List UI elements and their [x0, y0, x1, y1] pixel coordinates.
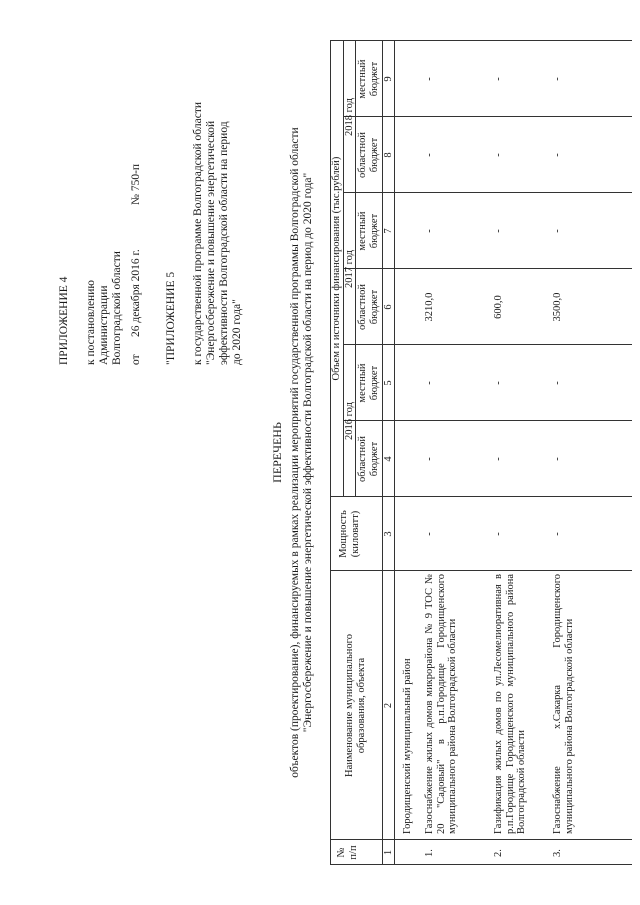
- row-2-2018-local: -: [493, 77, 504, 81]
- row-3-2017-regional: 3500,0: [552, 292, 563, 322]
- row-1-name: Газоснабжение жилых домов микрорайона № 9 ТОС № 20 "Садовый" в р.п.Городище Городищенского муниципального района Волгоградской области: [424, 574, 458, 834]
- row-1-2018-regional: -: [424, 153, 435, 157]
- row-2-power: -: [493, 532, 504, 536]
- row-1-2016-regional: -: [424, 457, 435, 461]
- program-line-1: к государственной программе Волгоградской области: [192, 102, 204, 365]
- row-3-name: Газоснабжение х.Сакарка Городищенского муниципального района Волгоградской области: [552, 574, 575, 834]
- budget-local-2016: местный бюджет: [357, 363, 380, 403]
- year-2016: 2016 год: [344, 402, 355, 440]
- row-1-2017-local: -: [424, 229, 435, 233]
- section-label: Городищенский муниципальный район: [402, 658, 413, 834]
- row-3-2016-local: -: [552, 381, 563, 385]
- row-2-name: Газификация жилых домов по ул.Лесомелиоративная в р.п.Городище Городищенского муниципального района Волгоградской области: [493, 574, 527, 834]
- year-2018: 2018 год: [344, 98, 355, 136]
- col-number-9: 9: [383, 76, 394, 82]
- col-number-3: 3: [383, 531, 394, 537]
- budget-local-2018: местный бюджет: [357, 59, 380, 99]
- program-line-4: до 2020 года": [231, 299, 243, 365]
- col-no-header: № п/п: [336, 845, 359, 860]
- year-2017: 2017 год: [344, 250, 355, 288]
- col-number-4: 4: [383, 456, 394, 462]
- row-1-no: 1.: [424, 849, 435, 857]
- subtitle-line-1: объектов (проектирование), финансируемых в рамках реализации мероприятий государственной программы Волгоградской области: [289, 127, 301, 778]
- col-number-8: 8: [383, 152, 394, 158]
- col-number-1: 1: [383, 849, 394, 856]
- appendix-5-label: "ПРИЛОЖЕНИЕ 5: [165, 271, 177, 365]
- col-number-2: 2: [383, 702, 394, 709]
- row-2-2016-regional: -: [493, 457, 504, 461]
- row-1-2016-local: -: [424, 381, 435, 385]
- row-2-2018-regional: -: [493, 153, 504, 157]
- col-power-header: Мощность (киловатт): [338, 510, 361, 558]
- row-3-power: -: [552, 532, 563, 536]
- col-funding-header: Объем и источники финансирования (тыс.рублей): [331, 156, 342, 381]
- objects-table: [330, 40, 632, 865]
- decree-number: № 750-п: [130, 163, 142, 205]
- row-3-no: 3.: [552, 849, 563, 857]
- row-3-2018-regional: -: [552, 153, 563, 157]
- row-3-2018-local: -: [552, 77, 563, 81]
- row-3-2017-local: -: [552, 229, 563, 233]
- budget-regional-2017: областной бюджет: [357, 284, 380, 330]
- col-name-header: Наименование муниципального образования, объекта: [344, 634, 367, 777]
- decree-line-2: Администрации: [98, 285, 110, 365]
- program-line-3: эффективности Волгоградской области на период: [218, 121, 230, 365]
- budget-local-2017: местный бюджет: [357, 211, 380, 251]
- col-number-5: 5: [383, 380, 394, 386]
- program-line-2: "Энергосбережение и повышение энергетической: [205, 120, 217, 365]
- row-1-2018-local: -: [424, 77, 435, 81]
- col-number-7: 7: [383, 228, 394, 234]
- decree-line-1: к постановлению: [85, 280, 97, 365]
- row-2-2016-local: -: [493, 381, 504, 385]
- document-title: ПЕРЕЧЕНЬ: [270, 422, 284, 483]
- date-from: от: [130, 354, 142, 365]
- row-3-2016-regional: -: [552, 457, 563, 461]
- row-1-2017-regional: 3210,0: [424, 292, 435, 322]
- row-2-2017-regional: 600,0: [493, 295, 504, 319]
- appendix-4-label: ПРИЛОЖЕНИЕ 4: [58, 276, 70, 365]
- decree-date: 26 декабря 2016 г.: [130, 249, 142, 337]
- row-2-2017-local: -: [493, 229, 504, 233]
- decree-line-3: Волгоградской области: [111, 251, 123, 365]
- col-number-6: 6: [383, 304, 394, 310]
- budget-regional-2018: областной бюджет: [357, 132, 380, 178]
- subtitle-line-2: "Энергосбережение и повышение энергетической эффективности Волгоградской области на период до 2020 года": [302, 172, 314, 733]
- budget-regional-2016: областной бюджет: [357, 436, 380, 482]
- row-2-no: 2.: [493, 849, 504, 857]
- row-1-power: -: [424, 532, 435, 536]
